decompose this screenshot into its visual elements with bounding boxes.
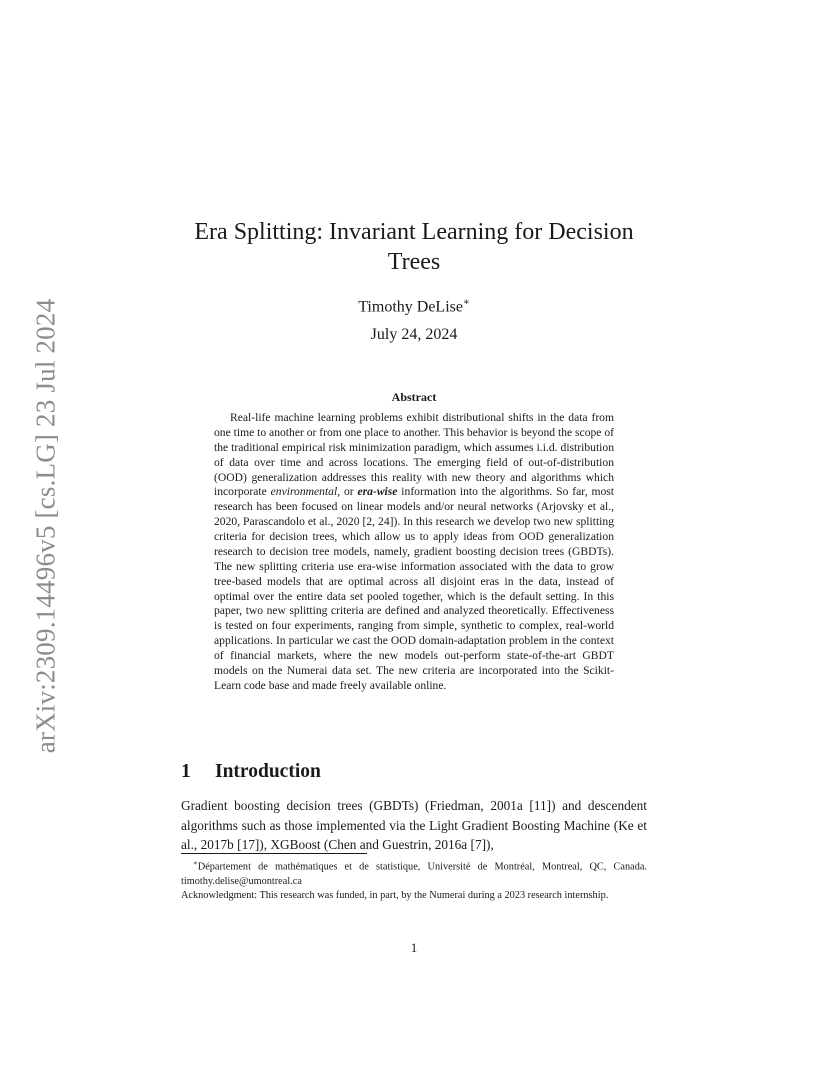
footnote-divider: [181, 853, 367, 854]
paper-date: July 24, 2024: [370, 326, 458, 343]
paper-title: Era Splitting: Invariant Learning for Decision Trees: [194, 219, 634, 275]
introduction-paragraph: Gradient boosting decision trees (GBDTs) (Friedman, 2001a [11]) and descendent algorithms such as those implemented via the Light Gradient Boosting Machine (Ke et al., 2017b [17]), XGBoost (Chen and Guestrin, 2016a [7]),: [181, 798, 647, 853]
section-heading-introduction: [181, 760, 321, 784]
author-line: [180, 293, 648, 317]
abstract-emphasis-era-wise: era-wise: [357, 485, 398, 499]
abstract-heading: Abstract: [391, 390, 437, 404]
arxiv-identifier-stamp: arXiv:2309.14496v5 [cs.LG] 23 Jul 2024: [30, 298, 61, 754]
footnotes: [181, 856, 647, 903]
author-name: Timothy DeLise: [358, 298, 463, 316]
footnote-acknowledgment: Acknowledgment: This research was funded, in part, by the Numerai during a 2023 research internship.: [181, 889, 609, 901]
footnote-affiliation-text: Département de mathématiques et de statistique, Université de Montréal, Montreal, QC, Canada. timothy.delise@umontreal.ca: [181, 861, 647, 887]
section-title: Introduction: [215, 761, 321, 782]
author-footnote-marker: ∗: [462, 297, 470, 308]
abstract-text-part2: , or: [337, 485, 358, 499]
page-number: 1: [410, 940, 418, 955]
abstract-body: [214, 411, 614, 694]
footnote-affiliation: [181, 856, 647, 889]
section-number: 1: [181, 761, 191, 782]
abstract-text-part3: information into the algorithms. So far, most research has been focused on linear models and/or neural networks (Arjovsky et al., 2020, Parascandolo et al., 2020 [2, 24]). In this research we develop two new splitting criteria for decision trees, which allow us to apply ideas from OOD generalization research to decision tree models, namely, gradient boosting decision trees (GBDTs). The new splitting criteria use era-wise information associated with the data to grow tree-based models that are optimal across all disjoint eras in the data, instead of optimal over the entire data set pooled together, which is the default setting. In this paper, two new splitting criteria are defined and analyzed theoretically. Effectiveness is tested on four experiments, ranging from simple, synthetic to complex, real-world applications. In particular we cast the OOD domain-adaptation problem in the context of financial markets, where the new models out-perform state-of-the-art GBDT models on the Numerai data set. The new criteria are incorporated into the Scikit-Learn code base and made freely available online.: [214, 485, 615, 692]
footnote-marker: ∗: [193, 859, 198, 867]
abstract-emphasis-environmental: environmental: [270, 485, 338, 499]
abstract-text-part1: Real-life machine learning problems exhibit distributional shifts in the data from one time to another or from one place to another. This behavior is beyond the scope of the traditional empirical risk minimization paradigm, which assumes i.i.d. distribution of data over time and across locations. The emerging field of out-of-distribution (OOD) generalization addresses this reality with new theory and algorithms which incorporate: [214, 411, 614, 499]
